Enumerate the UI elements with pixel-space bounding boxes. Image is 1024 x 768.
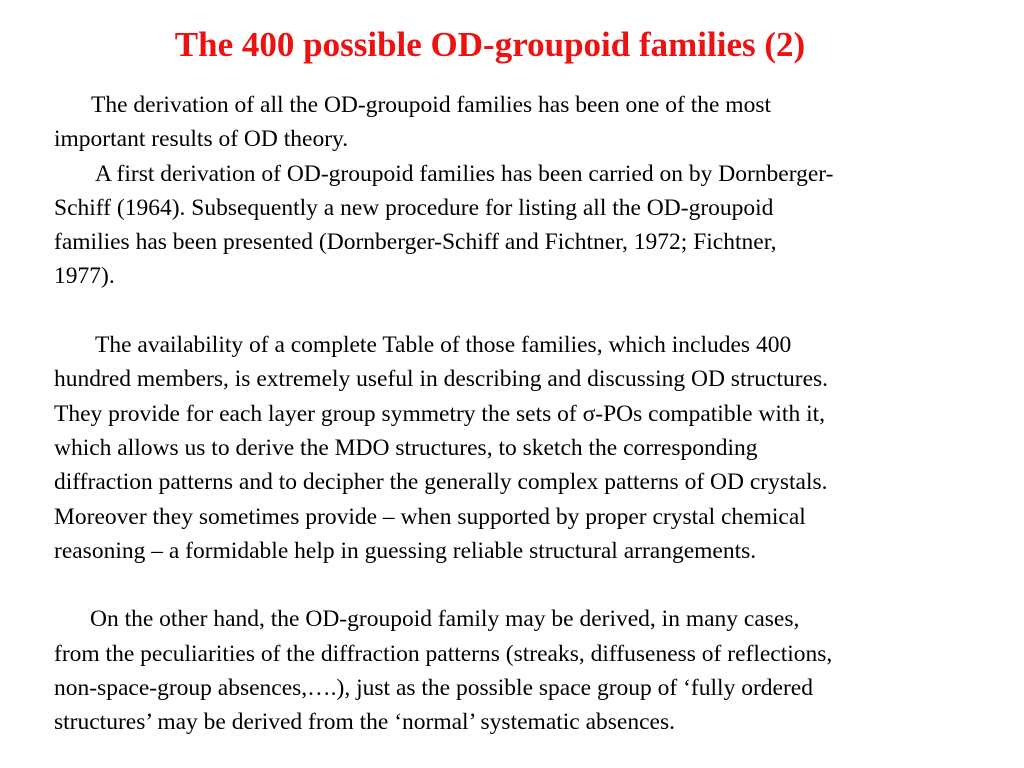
text-line: A first derivation of OD-groupoid families has been carried on by Dornberger- (95, 160, 834, 187)
slide-body (54, 88, 1014, 740)
text-line: non-space-group absences,….), just as the possible space group of ‘fully ordered (54, 675, 813, 702)
text-line: Moreover they sometimes provide – when supported by proper crystal chemical (54, 503, 806, 530)
paragraph-4 (54, 602, 1014, 739)
blank-line (54, 294, 1014, 328)
text-line: important results of OD theory. (54, 126, 349, 153)
text-line: Schiff (1964). Subsequently a new procedure for listing all the OD-groupoid (54, 194, 774, 221)
text-line: families has been presented (Dornberger-Schiff and Fichtner, 1972; Fichtner, (54, 229, 777, 256)
text-line: reasoning – a formidable help in guessing reliable structural arrangements. (54, 537, 757, 564)
paragraph-3 (54, 328, 1014, 568)
paragraph-1 (54, 88, 1014, 157)
paragraph-2 (54, 157, 1014, 294)
text-line: hundred members, is extremely useful in describing and discussing OD structures. (54, 366, 829, 393)
slide-title: The 400 possible OD-groupoid families (2) (174, 25, 806, 64)
text-line: which allows us to derive the MDO structures, to sketch the corresponding (54, 434, 758, 461)
text-line: from the peculiarities of the diffraction patterns (streaks, diffuseness of reflections, (54, 640, 833, 667)
text-line: On the other hand, the OD-groupoid family may be derived, in many cases, (90, 606, 800, 633)
blank-line (54, 568, 1014, 602)
text-line: structures’ may be derived from the ‘normal’ systematic absences. (54, 709, 675, 736)
text-line: The derivation of all the OD-groupoid families has been one of the most (91, 92, 772, 118)
text-line: The availability of a complete Table of those families, which includes 400 (95, 332, 792, 359)
text-line: They provide for each layer group symmetry the sets of σ-POs compatible with it, (54, 400, 826, 427)
text-line: diffraction patterns and to decipher the generally complex patterns of OD crystals. (54, 469, 828, 496)
text-line: 1977). (54, 263, 115, 290)
